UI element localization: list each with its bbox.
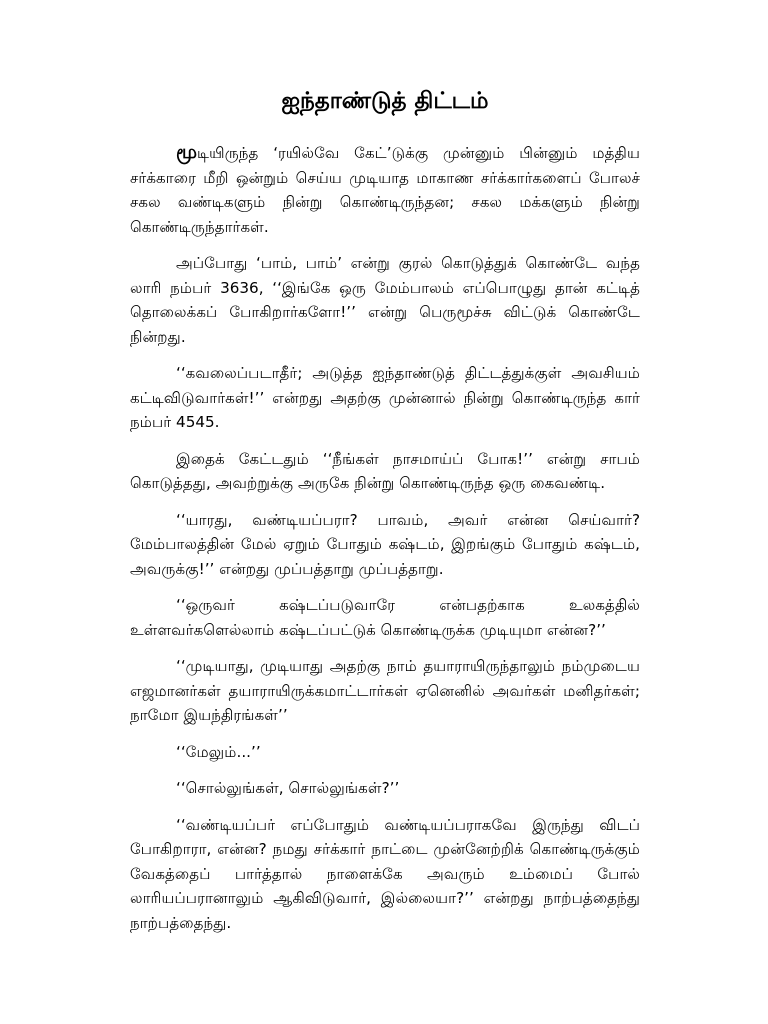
- paragraph-2: அப்போது ‘பாம், பாம்’ என்று குரல் கொடுத்துக் கொண்டே வந்த லாரி நம்பர் 3636, ‘‘இங்கே ஒரு மேம்பாலம் எப்பொழுது தான் கட்டித் தொலைக்கப் போகிறார்களோ!’’ என்று பெருமூச்சு விட்டுக் கொண்டே நின்றது.: [130, 254, 640, 346]
- paragraph-3: ‘‘கவலைப்படாதீர்; அடுத்த ஐந்தாண்டுத் திட்டத்துக்குள் அவசியம் கட்டிவிடுவார்கள்!’’ என்றது அதற்கு முன்னால் நின்று கொண்டிருந்த கார் நம்பர் 4545.: [130, 364, 640, 431]
- paragraph-7: ‘‘முடியாது, முடியாது அதற்கு நாம் தயாராயிருந்தாலும் நம்முடைய எஜமானர்கள் தயாராயிருக்கமாட்டார்கள் ஏனெனில் அவர்கள் மனிதர்கள்; நாமோ இயந்திரங்கள்’’: [130, 657, 640, 724]
- paragraph-1-text: டியிருந்த ‘ரயில்வே கேட்’டுக்கு முன்னும் பின்னும் மத்திய சர்க்காரை மீறி ஒன்றும் செய்ய முடியாத மாகாண சர்க்கார்களைப் போலச் சகல வண்டிகளும் நின்று கொண்டிருந்தன; சகல மக்களும் நின்று கொண்டிருந்தார்கள்.: [130, 144, 640, 236]
- paragraph-5: ‘‘யாரது, வண்டியப்பரா? பாவம், அவர் என்ன செய்வார்? மேம்பாலத்தின் மேல் ஏறும் போதும் கஷ்டம், இறங்கும் போதும் கஷ்டம், அவருக்கு!’’ என்றது முப்பத்தாறு முப்பத்தாறு.: [130, 510, 640, 578]
- paragraph-9: ‘‘சொல்லுங்கள், சொல்லுங்கள்?’’: [176, 779, 400, 797]
- paragraph-8: ‘‘மேலும்...’’: [176, 742, 261, 761]
- paragraph-4: இதைக் கேட்டதும் ‘‘நீங்கள் நாசமாய்ப் போக!’’ என்று சாபம் கொடுத்தது, அவற்றுக்கு அருகே நின்று கொண்டிருந்த ஒரு கைவண்டி.: [130, 449, 640, 492]
- paragraph-10: ‘‘வண்டியப்பர் எப்போதும் வண்டியப்பராகவே இருந்து விடப் போகிறாரா, என்ன? நமது சர்க்கார் நாட்டை முன்னேற்றிக் கொண்டிருக்கும் வேகத்தைப் பார்த்தால் நாளைக்கே அவரும் உம்மைப் போல் லாரியப்பரானாலும் ஆகிவிடுவார், இல்லையா?’’ என்றது நாற்பத்தைந்து நாற்பத்தைந்து.: [130, 815, 640, 932]
- drop-cap: மூ: [176, 141, 198, 163]
- paragraph-1: [130, 140, 640, 239]
- document-title: ஐந்தாண்டுத் திட்டம்: [281, 88, 489, 114]
- paragraph-6: ‘‘ஒருவர் கஷ்டப்படுவாரே என்பதற்காக உலகத்தில் உள்ளவர்களெல்லாம் கஷ்டப்பட்டுக் கொண்டிருக்க முடியுமா என்ன?’’: [130, 596, 640, 639]
